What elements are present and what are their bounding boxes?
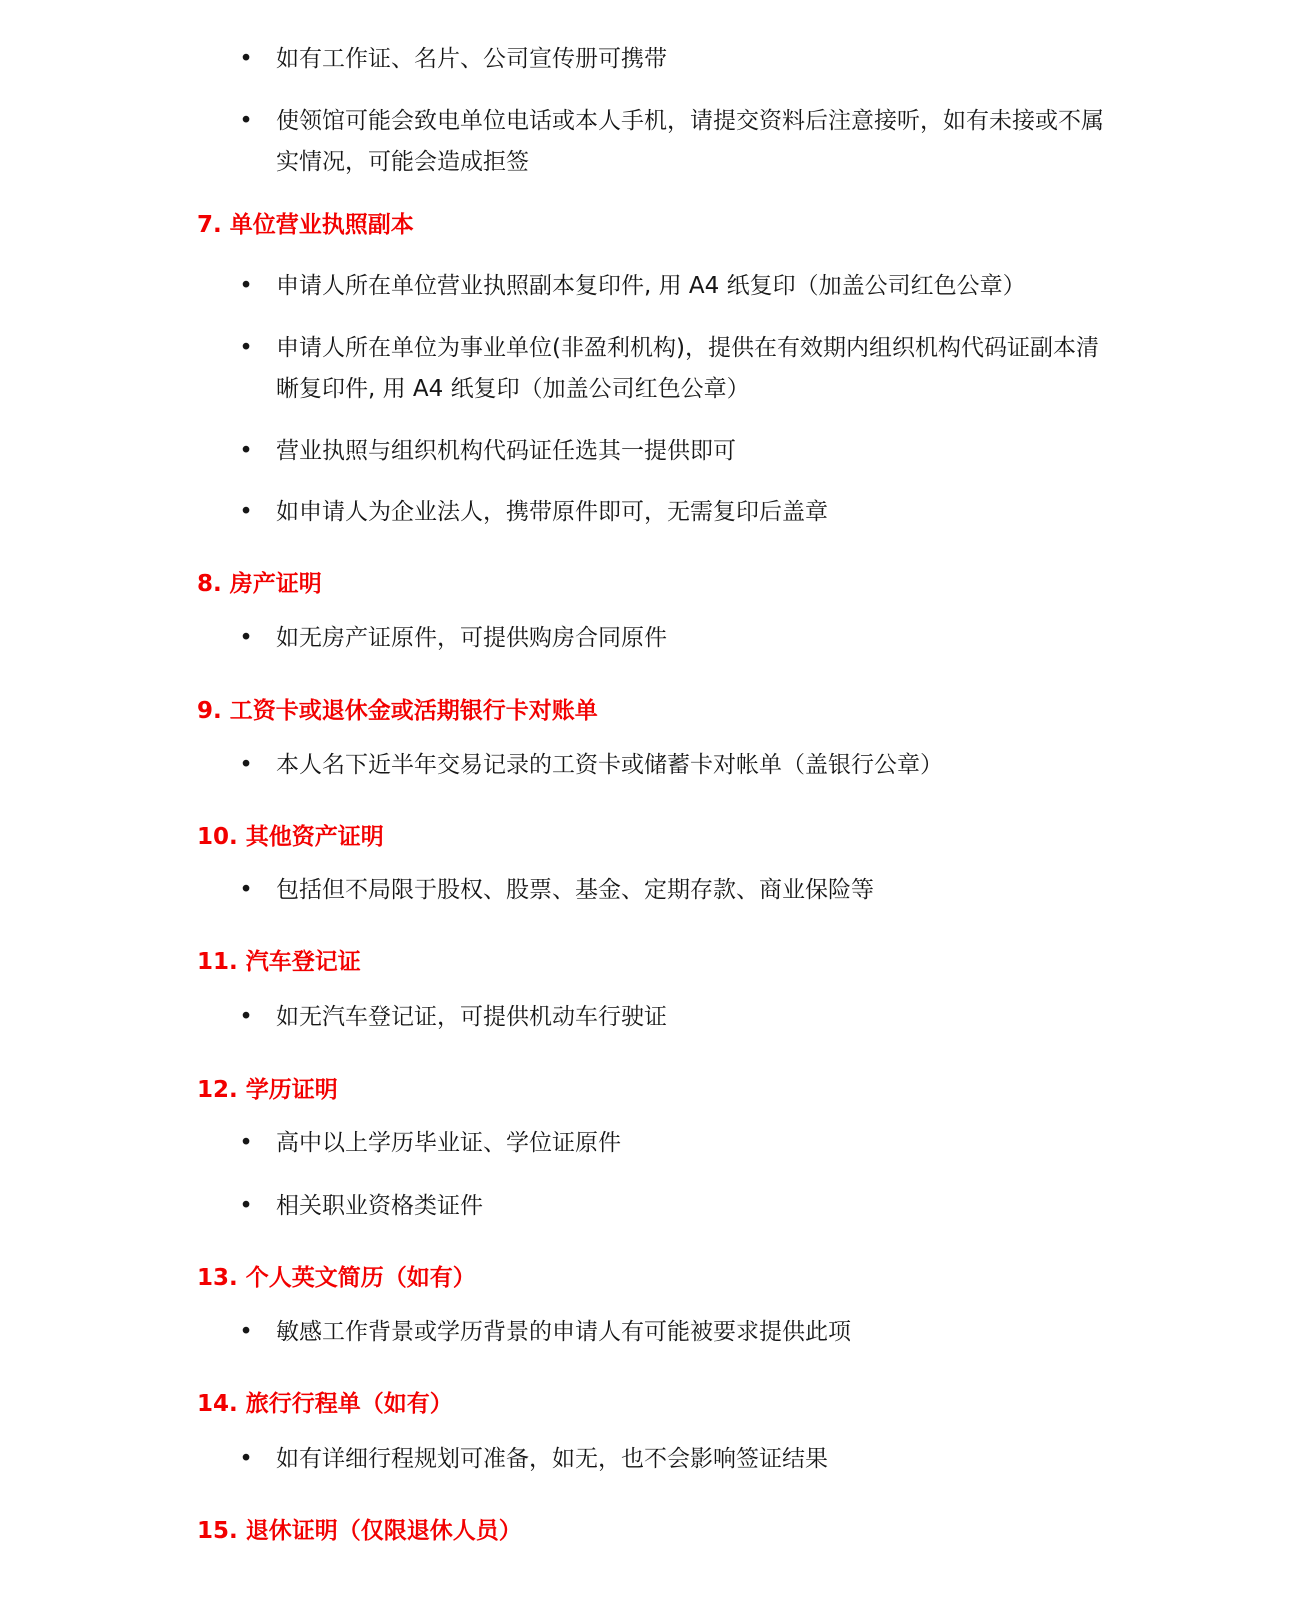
list-item (239, 1123, 1106, 1164)
bullet-dot-icon: • (239, 877, 253, 903)
list-item (239, 39, 1106, 80)
bullet-dot-icon: • (239, 108, 253, 134)
list-item-text: 申请人所在单位营业执照副本复印件, 用 A4 纸复印（加盖公司红色公章） (276, 273, 1026, 299)
bullet-dot-icon: • (239, 46, 253, 72)
list-item-text: 如申请人为企业法人，携带原件即可，无需复印后盖章 (276, 499, 828, 525)
list-item-text: 如无汽车登记证，可提供机动车行驶证 (276, 1004, 667, 1030)
bullet-dot-icon: • (239, 1446, 253, 1472)
list-item (239, 745, 1106, 786)
bullet-dot-icon: • (239, 1319, 253, 1345)
list-item-text: 敏感工作背景或学历背景的申请人有可能被要求提供此项 (276, 1319, 851, 1345)
bullet-dot-icon: • (239, 625, 253, 651)
list-item-text: 如有工作证、名片、公司宣传册可携带 (276, 46, 667, 72)
list-item (239, 328, 1106, 410)
section-heading-15: 15. 退休证明（仅限退休人员） (197, 1518, 522, 1544)
list-item-text: 相关职业资格类证件 (276, 1193, 483, 1219)
list-item-text: 如无房产证原件，可提供购房合同原件 (276, 625, 667, 651)
list-item (239, 1439, 1106, 1480)
section-heading-8: 8. 房产证明 (197, 571, 322, 597)
list-item-text: 营业执照与组织机构代码证任选其一提供即可 (276, 438, 736, 464)
section-heading-9: 9. 工资卡或退休金或活期银行卡对账单 (197, 698, 598, 724)
bullet-dot-icon: • (239, 273, 253, 299)
list-item (239, 266, 1106, 307)
bullet-dot-icon: • (239, 335, 253, 361)
list-item-text: 高中以上学历毕业证、学位证原件 (276, 1130, 621, 1156)
list-item (239, 1312, 1106, 1353)
list-item-text: 如有详细行程规划可准备，如无，也不会影响签证结果 (276, 1446, 828, 1472)
section-heading-7: 7. 单位营业执照副本 (197, 212, 414, 238)
list-item-text: 本人名下近半年交易记录的工资卡或储蓄卡对帐单（盖银行公章） (276, 752, 943, 778)
list-item-text: 申请人所在单位为事业单位(非盈利机构)，提供在有效期内组织机构代码证副本清晰复印件, 用 A4 纸复印（加盖公司红色公章） (276, 335, 1099, 402)
list-item (239, 870, 1106, 911)
section-heading-13: 13. 个人英文简历（如有） (197, 1265, 476, 1291)
bullet-dot-icon: • (239, 1193, 253, 1219)
section-heading-10: 10. 其他资产证明 (197, 824, 384, 850)
bullet-dot-icon: • (239, 438, 253, 464)
section-heading-14: 14. 旅行行程单（如有） (197, 1391, 453, 1417)
bullet-dot-icon: • (239, 499, 253, 525)
section-heading-11: 11. 汽车登记证 (197, 949, 361, 975)
list-item (239, 618, 1106, 659)
list-item (239, 492, 1106, 533)
list-item (239, 1186, 1106, 1227)
list-item (239, 101, 1106, 183)
list-item (239, 431, 1106, 472)
list-item-text: 包括但不局限于股权、股票、基金、定期存款、商业保险等 (276, 877, 874, 903)
bullet-dot-icon: • (239, 1004, 253, 1030)
list-item-text: 使领馆可能会致电单位电话或本人手机，请提交资料后注意接听，如有未接或不属实情况，可能会造成拒签 (276, 108, 1104, 175)
bullet-dot-icon: • (239, 1130, 253, 1156)
list-item (239, 997, 1106, 1038)
bullet-dot-icon: • (239, 752, 253, 778)
section-heading-12: 12. 学历证明 (197, 1077, 338, 1103)
